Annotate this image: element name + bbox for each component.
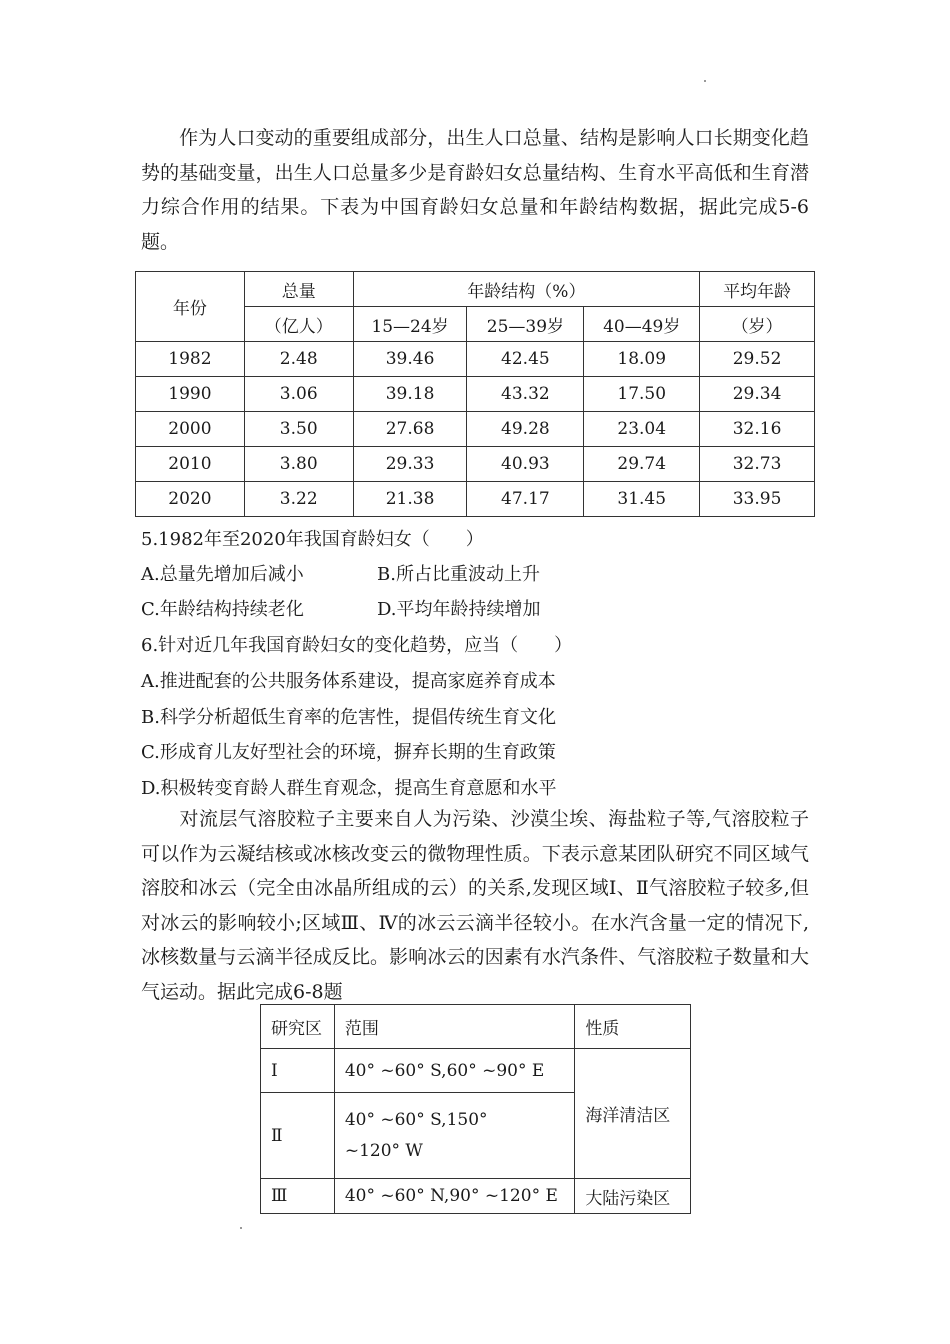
cell-avg-age: 33.95 bbox=[700, 482, 815, 517]
cell-region: Ⅰ bbox=[261, 1049, 335, 1093]
second-paragraph-text: 对流层气溶胶粒子主要来自人为污染、沙漠尘埃、海盐粒子等,气溶胶粒子可以作为云凝结核或冰核改变云的微物理性质。下表示意某团队研究不同区域气溶胶和冰云（完全由冰晶所组成的云）的关系,发现区域Ⅰ、Ⅱ气溶胶粒子较多,但对冰云的影响较小;区域Ⅲ、Ⅳ的冰云云滴半径较小。在水汽含量一定的情况下,冰核数量与云滴半径成反比。影响冰云的因素有水汽条件、气溶胶粒子数量和大气运动。据此完成6-8题 bbox=[141, 808, 809, 1003]
cell-age-40-49: 17.50 bbox=[584, 377, 700, 412]
cell-range: 40° ~60° S,150° ~120° W bbox=[334, 1093, 574, 1179]
cell-total: 3.50 bbox=[244, 412, 353, 447]
cell-age-40-49: 23.04 bbox=[584, 412, 700, 447]
question-6-option-b: B.科学分析超低生育率的危害性，提倡传统生育文化 bbox=[141, 707, 556, 728]
cell-age-15-24: 39.18 bbox=[353, 377, 467, 412]
cell-age-25-39: 47.17 bbox=[467, 482, 584, 517]
cell-age-15-24: 27.68 bbox=[353, 412, 467, 447]
question-6-option-c: C.形成育儿友好型社会的环境，摒弃长期的生育政策 bbox=[141, 742, 556, 763]
table-row bbox=[136, 342, 815, 377]
cell-age-15-24: 39.46 bbox=[353, 342, 467, 377]
cell-avg-age: 32.16 bbox=[700, 412, 815, 447]
cell-nature-ocean: 海洋清洁区 bbox=[575, 1049, 691, 1179]
cell-total: 3.06 bbox=[244, 377, 353, 412]
table-row bbox=[136, 482, 815, 517]
header-range: 范围 bbox=[334, 1005, 574, 1049]
page-dot-mark bbox=[240, 1227, 242, 1229]
cell-range: 40° ~60° N,90° ~120° E bbox=[334, 1179, 574, 1214]
cell-age-25-39: 42.45 bbox=[467, 342, 584, 377]
table-row bbox=[136, 447, 815, 482]
table-row bbox=[261, 1049, 691, 1093]
header-total: 总量 bbox=[244, 272, 353, 307]
cell-range: 40° ~60° S,60° ~90° E bbox=[334, 1049, 574, 1093]
question-5-option-b: B.所占比重波动上升 bbox=[377, 564, 540, 585]
header-avg-age-unit: （岁） bbox=[700, 307, 815, 342]
cell-region: Ⅱ bbox=[261, 1093, 335, 1179]
second-paragraph bbox=[141, 802, 809, 1009]
aerosol-region-table bbox=[260, 1004, 691, 1214]
header-region: 研究区 bbox=[261, 1005, 335, 1049]
cell-avg-age: 32.73 bbox=[700, 447, 815, 482]
question-5-option-a: A.总量先增加后减小 bbox=[141, 564, 304, 585]
table-row bbox=[261, 1179, 691, 1214]
header-total-unit: （亿人） bbox=[244, 307, 353, 342]
cell-age-40-49: 18.09 bbox=[584, 342, 700, 377]
cell-year: 1982 bbox=[136, 342, 245, 377]
women-population-table bbox=[135, 271, 815, 517]
header-age-25-39: 25—39岁 bbox=[467, 307, 584, 342]
question-6-option-a: A.推进配套的公共服务体系建设，提高家庭养育成本 bbox=[141, 671, 556, 692]
intro-paragraph bbox=[141, 121, 809, 259]
question-6-stem: 6.针对近几年我国育龄妇女的变化趋势，应当（ ） bbox=[141, 635, 573, 656]
cell-total: 3.22 bbox=[244, 482, 353, 517]
question-5-option-d: D.平均年龄持续增加 bbox=[377, 599, 541, 620]
header-age-40-49: 40—49岁 bbox=[584, 307, 700, 342]
cell-age-15-24: 21.38 bbox=[353, 482, 467, 517]
question-6-option-d: D.积极转变育龄人群生育观念，提高生育意愿和水平 bbox=[141, 778, 557, 799]
question-5-stem: 5.1982年至2020年我国育龄妇女（ ） bbox=[141, 529, 484, 550]
cell-year: 2000 bbox=[136, 412, 245, 447]
cell-age-25-39: 43.32 bbox=[467, 377, 584, 412]
cell-year: 2020 bbox=[136, 482, 245, 517]
cell-region: Ⅲ bbox=[261, 1179, 335, 1214]
cell-avg-age: 29.34 bbox=[700, 377, 815, 412]
header-nature: 性质 bbox=[575, 1005, 691, 1049]
cell-age-25-39: 49.28 bbox=[467, 412, 584, 447]
cell-age-15-24: 29.33 bbox=[353, 447, 467, 482]
cell-year: 1990 bbox=[136, 377, 245, 412]
table-row bbox=[136, 412, 815, 447]
header-age-structure: 年龄结构（%） bbox=[353, 272, 699, 307]
header-year: 年份 bbox=[136, 272, 245, 342]
intro-text: 作为人口变动的重要组成部分，出生人口总量、结构是影响人口长期变化趋势的基础变量，出生人口总量多少是育龄妇女总量结构、生育水平高低和生育潜力综合作用的结果。下表为中国育龄妇女总量和年龄结构数据，据此完成5-6题。 bbox=[141, 127, 809, 253]
cell-age-25-39: 40.93 bbox=[467, 447, 584, 482]
page-dot-mark bbox=[704, 80, 706, 82]
cell-age-40-49: 29.74 bbox=[584, 447, 700, 482]
cell-year: 2010 bbox=[136, 447, 245, 482]
cell-total: 3.80 bbox=[244, 447, 353, 482]
header-age-15-24: 15—24岁 bbox=[353, 307, 467, 342]
cell-nature-land: 大陆污染区 bbox=[575, 1179, 691, 1214]
cell-avg-age: 29.52 bbox=[700, 342, 815, 377]
header-avg-age: 平均年龄 bbox=[700, 272, 815, 307]
cell-age-40-49: 31.45 bbox=[584, 482, 700, 517]
question-5-option-c: C.年龄结构持续老化 bbox=[141, 599, 304, 620]
table-row bbox=[136, 377, 815, 412]
cell-total: 2.48 bbox=[244, 342, 353, 377]
